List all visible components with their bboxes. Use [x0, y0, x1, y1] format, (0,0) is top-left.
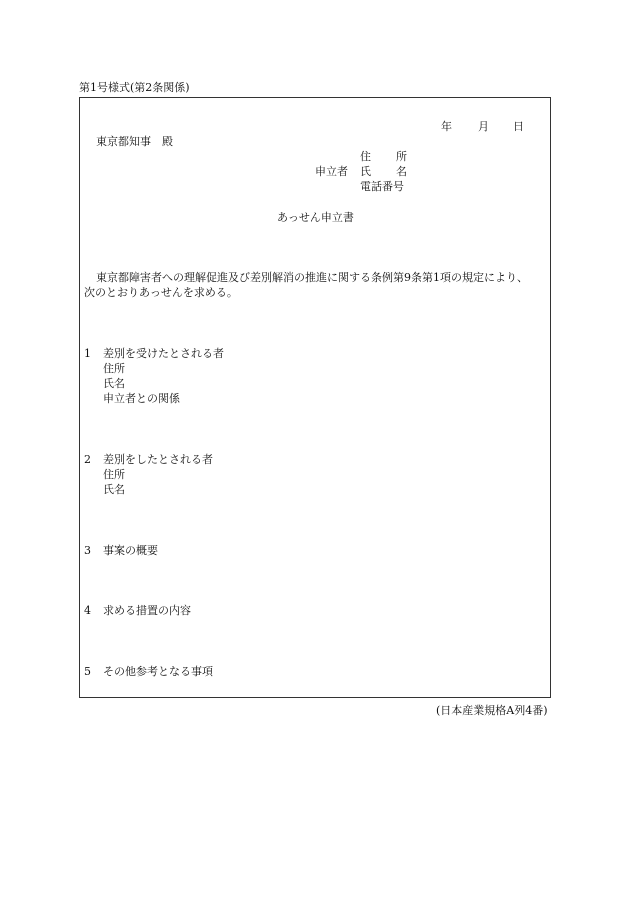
section-5-number: 5: [84, 665, 91, 678]
form-number: 第1号様式(第2条関係): [79, 81, 190, 94]
address-char-2: 所: [396, 150, 407, 163]
date-month: 月: [478, 120, 489, 133]
address-char-1: 住: [360, 150, 371, 163]
body-line-1: 東京都障害者への理解促進及び差別解消の推進に関する条例第9条第1項の規定により、: [96, 271, 528, 284]
paper-size-note: (日本産業規格A列4番): [436, 704, 548, 717]
section-3-heading: 事案の概要: [103, 544, 158, 557]
date-day: 日: [513, 120, 524, 133]
section-3-number: 3: [84, 544, 91, 557]
section-1-address: 住所: [103, 362, 125, 375]
section-1-number: 1: [84, 347, 91, 360]
applicant-name-label: [360, 164, 407, 179]
addressee-honorific: 殿: [162, 135, 173, 148]
document-title: あっせん申立書: [277, 211, 354, 224]
body-line-2: 次のとおりあっせんを求める。: [84, 286, 238, 299]
section-5-heading: その他参考となる事項: [103, 665, 213, 678]
section-1-heading: 差別を受けたとされる者: [103, 347, 224, 360]
section-1-name: 氏名: [103, 377, 125, 390]
section-2-number: 2: [84, 453, 91, 466]
applicant-label: 申立者: [315, 165, 348, 178]
section-1-relationship: 申立者との関係: [103, 392, 180, 405]
date-year: 年: [441, 120, 452, 133]
section-4-heading: 求める措置の内容: [103, 604, 191, 617]
name-char-2: 名: [396, 165, 407, 178]
section-2-address: 住所: [103, 468, 125, 481]
section-4-number: 4: [84, 604, 91, 617]
name-char-1: 氏: [360, 165, 371, 178]
applicant-phone-label: 電話番号: [360, 180, 404, 193]
applicant-address-label: [360, 149, 407, 164]
addressee: [96, 134, 173, 149]
addressee-name: 東京都知事: [96, 135, 151, 148]
section-2-heading: 差別をしたとされる者: [103, 453, 213, 466]
section-2-name: 氏名: [103, 483, 125, 496]
